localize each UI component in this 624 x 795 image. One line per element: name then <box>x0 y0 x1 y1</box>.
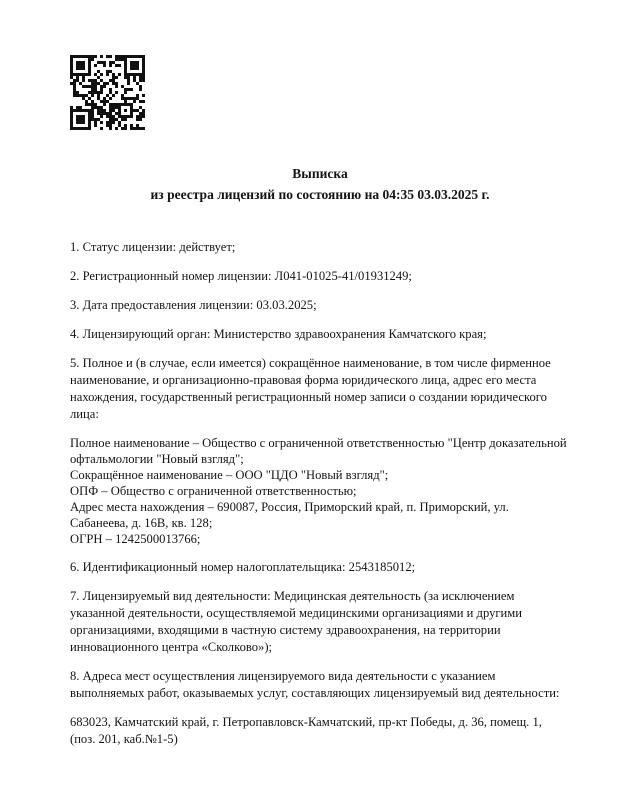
title-line-2: из реестра лицензий по состоянию на 04:35 03.03.2025 г. <box>150 187 490 202</box>
org-detail-short-name: Сокращённое наименование – ООО "ЦДО "Новый взгляд"; <box>70 468 389 482</box>
org-detail-full-name: Полное наименование – Общество с ограниченной ответственностью "Центр доказательной офтальмологии "Новый взгляд"; <box>70 436 567 466</box>
document-title <box>70 163 570 205</box>
document-body <box>70 163 570 760</box>
org-details-block <box>70 435 570 547</box>
license-item-authority: 4. Лицензирующий орган: Министерство здравоохранения Камчатского края; <box>70 327 487 341</box>
address-paragraph: 683023, Камчатский край, г. Петропавловск-Камчатский, пр-кт Победы, д. 36, помещ. 1, (поз. 201, каб.№1-5) <box>70 715 542 746</box>
org-detail-ogrn: ОГРН – 1242500013766; <box>70 532 201 546</box>
qr-code-icon <box>70 55 145 130</box>
license-item-status: 1. Статус лицензии: действует; <box>70 240 236 254</box>
license-item-addresses-heading: 8. Адреса мест осуществления лицензируемого вида деятельности с указанием выполняемых работ, оказываемых услуг, составляющих лицензируемый вид деятельности: <box>70 669 560 700</box>
license-item-grant-date: 3. Дата предоставления лицензии: 03.03.2025; <box>70 298 317 312</box>
license-item-inn: 6. Идентификационный номер налогоплательщика: 2543185012; <box>70 560 416 574</box>
title-line-1: Выписка <box>292 166 348 181</box>
license-item-org-name-heading: 5. Полное и (в случае, если имеется) сокращённое наименование, в том числе фирменное наименование, и организационно-правовая форма юридического лица, адрес его места нахождения, государственный регистрационный номер записи о создании юридического лица: <box>70 356 551 421</box>
license-item-reg-number: 2. Регистрационный номер лицензии: Л041-01025-41/01931249; <box>70 269 412 283</box>
org-detail-address: Адрес места нахождения – 690087, Россия, Приморский край, п. Приморский, ул. Сабанеева, д. 16В, кв. 128; <box>70 500 509 530</box>
license-item-activity-type: 7. Лицензируемый вид деятельности: Медицинская деятельность (за исключением указанной деятельности, осуществляемой медицинскими организациями и другими организациями, входящими в частную систему здравоохранения, на территории инновационного центра «Сколково»); <box>70 589 522 654</box>
org-detail-legal-form: ОПФ – Общество с ограниченной ответственностью; <box>70 484 357 498</box>
